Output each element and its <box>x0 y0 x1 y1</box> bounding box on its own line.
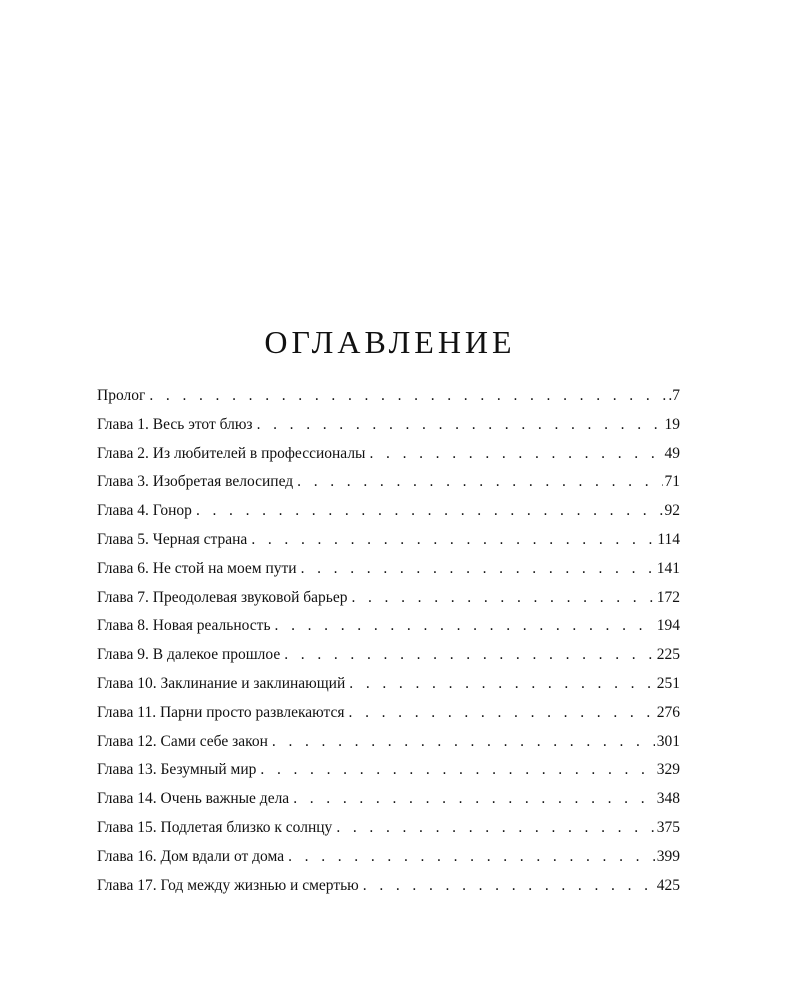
toc-entry-prologue <box>97 382 680 411</box>
toc-entry-page: 348 <box>656 790 680 808</box>
dot-leader <box>336 814 654 843</box>
toc-entry-page: 19 <box>664 415 680 433</box>
toc-entry-page: 375 <box>656 818 680 836</box>
toc-entry-chapter-1 <box>97 411 680 440</box>
toc-entry-label: Глава 16. Дом вдали от дома <box>97 847 285 865</box>
toc-entry-chapter-7 <box>97 584 680 613</box>
toc-entry-page: 225 <box>656 646 680 664</box>
toc-entry-page: 301 <box>656 732 680 750</box>
dot-leader <box>272 728 655 757</box>
toc-entry-label: Глава 12. Сами себе закон <box>97 732 268 750</box>
dot-leader <box>351 584 654 613</box>
toc-entry-label: Глава 11. Парни просто развлекаются <box>97 703 345 721</box>
toc-entry-page: 329 <box>656 761 680 779</box>
toc-entry-chapter-14 <box>97 785 680 814</box>
toc-entry-chapter-2 <box>97 440 680 469</box>
toc-entry-label: Глава 3. Изобретая велосипед <box>97 473 294 491</box>
toc-entry-chapter-8 <box>97 612 680 641</box>
toc-entry-page: 425 <box>656 876 680 894</box>
toc-entry-chapter-11 <box>97 699 680 728</box>
toc-entry-chapter-6 <box>97 555 680 584</box>
toc-entry-page: 399 <box>656 847 680 865</box>
dot-leader <box>284 641 655 670</box>
dot-leader <box>369 440 662 469</box>
dot-leader <box>275 612 655 641</box>
dot-leader <box>349 670 654 699</box>
toc-entry-label: Глава 15. Подлетая близко к солнцу <box>97 818 333 836</box>
dot-leader <box>288 843 655 872</box>
toc-entry-label: Глава 5. Черная страна <box>97 530 248 548</box>
toc-entry-label: Глава 4. Гонор <box>97 502 192 520</box>
toc-entry-page: 92 <box>664 502 680 520</box>
toc-entry-label: Глава 2. Из любителей в профессионалы <box>97 444 366 462</box>
dot-leader <box>293 785 655 814</box>
toc-entry-chapter-3 <box>97 468 680 497</box>
toc-entry-chapter-12 <box>97 728 680 757</box>
toc-entry-label: Глава 6. Не стой на моем пути <box>97 559 297 577</box>
dot-leader <box>251 526 655 555</box>
toc-entry-label: Глава 10. Заклинание и заклинающий <box>97 674 346 692</box>
toc-entry-page: 114 <box>657 530 680 548</box>
toc-entry-page: 172 <box>656 588 680 606</box>
dot-leader <box>149 382 666 411</box>
toc-entry-chapter-17 <box>97 872 680 901</box>
dot-leader <box>349 699 655 728</box>
toc-entry-chapter-9 <box>97 641 680 670</box>
toc-entry-page: 194 <box>656 617 680 635</box>
toc-entry-page: 141 <box>656 559 680 577</box>
toc-entry-label: Глава 7. Преодолевая звуковой барьер <box>97 588 348 606</box>
dot-leader <box>363 872 655 901</box>
toc-entry-chapter-16 <box>97 843 680 872</box>
toc-entry-chapter-4 <box>97 497 680 526</box>
toc-entry-page: .7 <box>668 387 680 404</box>
dot-leader <box>301 555 655 584</box>
dot-leader <box>257 411 663 440</box>
toc-entry-label: Глава 13. Безумный мир <box>97 761 257 779</box>
toc-entry-page: 71 <box>664 473 680 491</box>
toc-entry-page: 251 <box>656 674 680 692</box>
dot-leader <box>260 756 654 785</box>
toc-entry-chapter-5 <box>97 526 680 555</box>
toc-entry-label: Глава 8. Новая реальность <box>97 617 271 635</box>
toc-entry-page: 49 <box>664 444 680 462</box>
toc-entry-chapter-15 <box>97 814 680 843</box>
toc-entry-label: Глава 14. Очень важные дела <box>97 790 290 808</box>
toc-entry-label: Глава 9. В далекое прошлое <box>97 646 281 664</box>
dot-leader <box>196 497 663 526</box>
page-title: ОГЛАВЛЕНИЕ <box>264 324 516 360</box>
toc-entry-chapter-13 <box>97 756 680 785</box>
toc-entry-label: Пролог <box>97 387 146 404</box>
toc-entry-chapter-10 <box>97 670 680 699</box>
table-of-contents <box>97 382 680 900</box>
dot-leader <box>297 468 662 497</box>
toc-entry-page: 276 <box>656 703 680 721</box>
toc-entry-label: Глава 1. Весь этот блюз <box>97 415 253 433</box>
toc-entry-label: Глава 17. Год между жизнью и смертью <box>97 876 359 894</box>
